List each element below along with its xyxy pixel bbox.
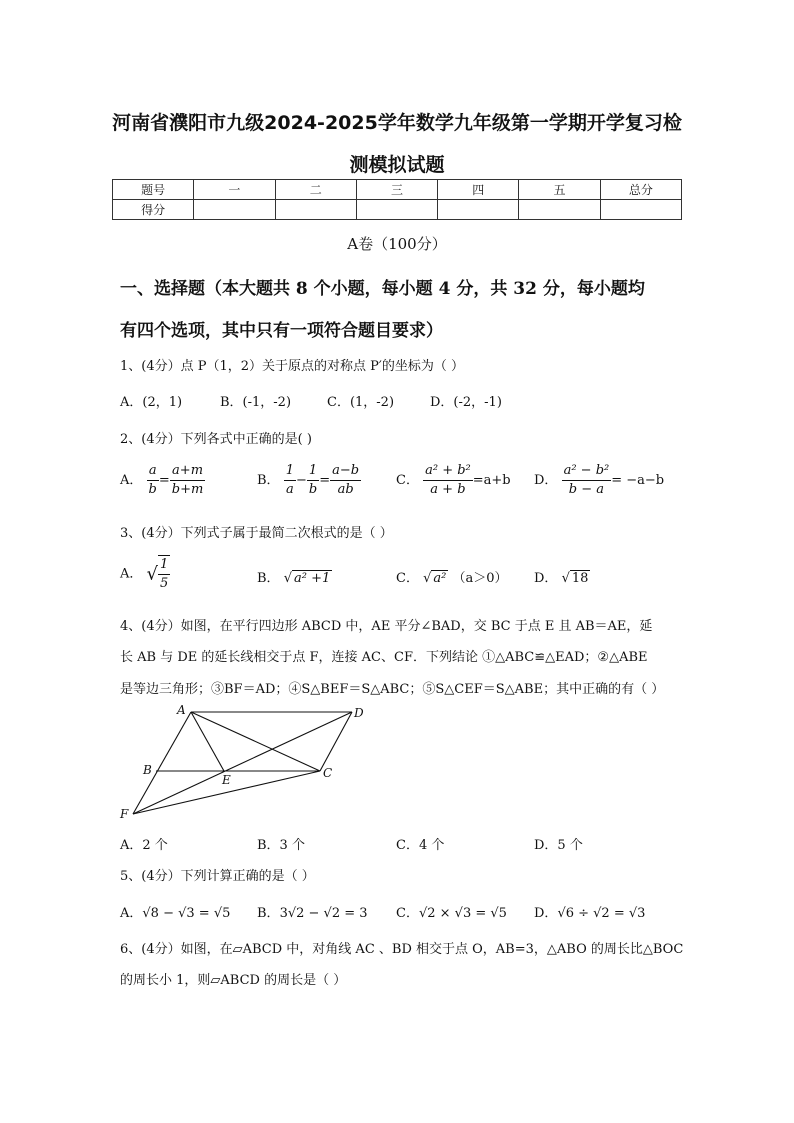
score-cell <box>600 200 681 220</box>
q1-option-b: B．(-1，-2) <box>220 395 292 410</box>
score-table <box>112 179 682 220</box>
q5-d-expr: √6 ÷ √2 = √3 <box>557 906 646 921</box>
q5-option-b <box>257 902 368 921</box>
q4-figure <box>114 700 374 825</box>
label-b: B <box>143 763 152 777</box>
section1-heading-line1: 一、选择题（本大题共 8 个小题，每小题 4 分，共 32 分，每小题均 <box>120 279 645 299</box>
fraction <box>284 462 296 499</box>
q5-option-c <box>396 902 507 921</box>
numerator: a <box>147 462 159 481</box>
segment-ae <box>191 712 224 771</box>
segment-df <box>133 712 352 814</box>
q3-c-condition: （a＞0） <box>452 571 508 586</box>
q2-c-rhs: =a+b <box>472 473 511 488</box>
fraction <box>147 462 159 499</box>
q1-option-a: A．(2，1) <box>120 395 183 410</box>
score-header-cell: 总分 <box>600 180 681 200</box>
denominator: ab <box>337 482 354 497</box>
q5-c-label: C． <box>396 906 419 921</box>
numerator: a+m <box>170 462 206 481</box>
q3-option-d: D． √ 18 <box>534 571 589 586</box>
q3-stem: 3、(4分）下列式子属于最简二次根式的是（ ） <box>120 526 393 541</box>
score-cell <box>194 200 275 220</box>
q5-d-label: D． <box>534 906 558 921</box>
denominator: b − a <box>568 482 605 497</box>
q5-option-a <box>120 902 230 921</box>
q4-option-b: B．3 个 <box>257 838 305 853</box>
score-header-cell: 题号 <box>113 180 194 200</box>
q1-option-c: C．(1，-2) <box>327 395 395 410</box>
q4-option-d: D．5 个 <box>534 838 583 853</box>
label-a: A <box>177 703 186 717</box>
q3-option-a <box>120 555 170 593</box>
q5-a-expr: √8 − √3 = √5 <box>142 906 231 921</box>
score-cell <box>275 200 356 220</box>
q2-a-label: A． <box>120 473 143 488</box>
doc-title-line1: 河南省濮阳市九级2024-2025学年数学九年级第一学期开学复习检 <box>112 112 682 134</box>
q3-a-label: A． <box>120 566 143 582</box>
q3-option-b: B． √ a² +1 <box>257 571 331 586</box>
fraction <box>158 555 170 593</box>
section1-heading-line2: 有四个选项，其中只有一项符合题目要求） <box>120 321 443 341</box>
q3-option-c: C． √ a² （a＞0） <box>396 571 508 586</box>
q4-stem-line3: 是等边三角形；③BF＝AD；④S△BEF＝S△ABC；⑤S△CEF＝S△ABE；其中正确的有（ ） <box>120 682 665 697</box>
denominator: a + b <box>430 482 466 497</box>
denominator: 5 <box>160 576 169 591</box>
numerator: 1 <box>307 462 319 481</box>
q4-stem-line2: 长 AB 与 DE 的延长线相交于点 F，连接 AC、CF．下列结论 ①△ABC≌△EAD；②△ABE <box>120 650 648 665</box>
fraction <box>423 462 473 499</box>
q5-b-expr: 3√2 − √2 = 3 <box>279 906 368 921</box>
radicand: a² +1 <box>293 571 331 586</box>
q3-b-label: B． <box>257 571 280 586</box>
q6-stem-line2: 的周长小 1，则▱ABCD 的周长是（ ） <box>120 973 347 988</box>
label-d: D <box>354 706 364 720</box>
numerator: a−b <box>330 462 361 481</box>
radicand: a² <box>433 571 447 586</box>
q2-b-label: B． <box>257 473 280 488</box>
score-header-cell: 一 <box>194 180 275 200</box>
q4-option-c: C．4 个 <box>396 838 445 853</box>
q1-option-d: D．(-2，-1) <box>430 395 502 410</box>
q2-c-label: C． <box>396 473 419 488</box>
q3-d-label: D． <box>534 571 558 586</box>
q2-d-rhs: = −a−b <box>611 473 665 488</box>
q4-stem-line1: 4、(4分）如图，在平行四边形 ABCD 中，AE 平分∠BAD，交 BC 于点 E 且 AB＝AE，延 <box>120 619 653 634</box>
q6-stem-line1: 6、(4分）如图，在▱ABCD 中，对角线 AC 、BD 相交于点 O，AB=3，△ABO 的周长比△BOC <box>120 942 684 957</box>
q2-option-c <box>396 462 511 499</box>
score-cell <box>356 200 437 220</box>
fraction <box>330 462 361 499</box>
doc-title-line2: 测模拟试题 <box>349 154 445 176</box>
score-table-score-row <box>113 200 682 220</box>
numerator: a² − b² <box>562 462 612 481</box>
q1-stem: 1、(4分）点 P（1，2）关于原点的对称点 P′的坐标为（ ） <box>120 359 464 374</box>
fraction <box>562 462 612 499</box>
score-header-cell: 四 <box>438 180 519 200</box>
segment-af <box>133 712 191 814</box>
score-row-label: 得分 <box>113 200 194 220</box>
label-e: E <box>222 773 231 787</box>
sqrt-sign: √ <box>146 563 159 585</box>
q2-option-a: A． $\frac{a}{b}$ = $\frac{a+m}{b+m}$ <box>120 463 204 497</box>
score-header-cell: 五 <box>519 180 600 200</box>
q5-c-expr: √2 × √3 = √5 <box>418 906 507 921</box>
denominator: b <box>308 482 318 497</box>
numerator: 1 <box>284 462 296 481</box>
score-table-header-row <box>113 180 682 200</box>
q4-option-a: A．2 个 <box>120 838 168 853</box>
segment-dc <box>320 712 352 771</box>
denominator: b+m <box>171 482 204 497</box>
q2-option-b: B． $\frac{1}{a}$ − $\frac{1}{b}$ = $\frac{a-b}{ab}$ <box>257 463 360 497</box>
q2-stem: 2、(4分）下列各式中正确的是( ) <box>120 432 312 447</box>
fraction <box>170 462 206 499</box>
q5-option-d <box>534 902 645 921</box>
q5-a-label: A． <box>120 906 143 921</box>
score-header-cell: 二 <box>275 180 356 200</box>
denominator: a <box>285 482 294 497</box>
part-a-heading: A卷（100分） <box>347 235 447 253</box>
label-c: C <box>323 766 333 780</box>
q2-d-label: D． <box>534 473 558 488</box>
segment-ac <box>191 712 320 771</box>
score-header-cell: 三 <box>356 180 437 200</box>
label-f: F <box>120 807 129 821</box>
score-cell <box>519 200 600 220</box>
denominator: b <box>148 482 157 497</box>
q5-stem: 5、(4分）下列计算正确的是（ ） <box>120 869 315 884</box>
radicand: 18 <box>571 571 589 586</box>
score-cell <box>438 200 519 220</box>
q2-option-d <box>534 462 664 499</box>
q3-c-label: C． <box>396 571 419 586</box>
numerator: a² + b² <box>423 462 473 481</box>
q5-b-label: B． <box>257 906 280 921</box>
numerator: 1 <box>158 556 170 575</box>
fraction <box>307 462 319 499</box>
